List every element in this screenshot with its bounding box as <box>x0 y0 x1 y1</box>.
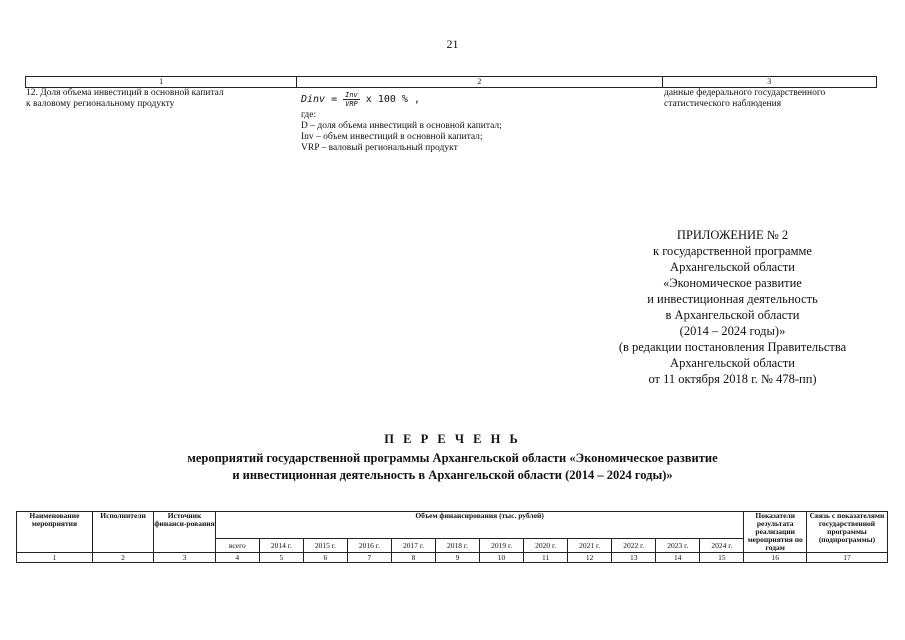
col-financing-volume: Объем финансирования (тыс. рублей) <box>215 512 744 539</box>
appendix-line: (в редакции постановления Правительства <box>618 340 847 354</box>
formula <box>301 88 663 110</box>
col-measure-name: Наименование мероприятия <box>17 512 93 553</box>
column-number: 13 <box>612 553 656 563</box>
indicator-formula-cell <box>297 88 663 154</box>
indicator-table-header <box>25 76 877 88</box>
column-number: 1 <box>17 553 93 563</box>
header-col-3: 3 <box>767 77 772 86</box>
subtitle-line: мероприятий государственной программы Архангельской области «Экономическое развитие <box>187 451 718 465</box>
year-cell: 2018 г. <box>435 539 479 553</box>
column-number: 7 <box>347 553 391 563</box>
year-cell: 2014 г. <box>259 539 303 553</box>
table-number-row <box>17 553 888 563</box>
column-number: 14 <box>656 553 700 563</box>
column-number: 6 <box>303 553 347 563</box>
indicator-table <box>25 76 877 154</box>
appendix-line: от 11 октября 2018 г. № 478-пп) <box>648 372 817 386</box>
formula-lhs: Dinv = <box>301 93 338 105</box>
appendix-line: к государственной программе <box>653 244 812 258</box>
subtitle-line: и инвестиционная деятельность в Архангельской области (2014 – 2024 годы)» <box>232 468 673 482</box>
header-col-1: 1 <box>26 77 297 87</box>
appendix-line: в Архангельской области <box>665 308 800 322</box>
column-number: 8 <box>391 553 435 563</box>
appendix-line: ПРИЛОЖЕНИЕ № 2 <box>676 228 789 242</box>
column-number: 2 <box>92 553 153 563</box>
year-cell: 2022 г. <box>612 539 656 553</box>
column-number: 11 <box>524 553 568 563</box>
header-col-2: 2 <box>297 77 662 87</box>
appendix-line: Архангельской области <box>670 356 795 370</box>
column-number: 16 <box>744 553 806 563</box>
column-number: 9 <box>435 553 479 563</box>
page-number: 21 <box>446 37 459 51</box>
appendix-line: «Экономическое развитие <box>663 276 802 290</box>
column-number: 4 <box>215 553 259 563</box>
col-result-indicators: Показатели результата реализации мероприятия по годам <box>744 512 806 553</box>
column-number: 10 <box>480 553 524 563</box>
formula-fraction <box>343 91 360 108</box>
year-cell: 2017 г. <box>391 539 435 553</box>
formula-rhs: x 100 % , <box>365 93 420 105</box>
indicator-name-line: к валовому региональному продукту <box>26 99 175 109</box>
indicator-name-line: 12. Доля объема инвестиций в основной капитал <box>26 88 224 98</box>
year-cell: 2016 г. <box>347 539 391 553</box>
appendix-line: Архангельской области <box>670 260 795 274</box>
column-number: 3 <box>154 553 215 563</box>
indicator-source <box>663 88 877 154</box>
formula-denominator: VRP <box>345 99 358 108</box>
year-cell: 2015 г. <box>303 539 347 553</box>
column-number: 17 <box>806 553 887 563</box>
document-heading: П Е Р Е Ч Е Н Ь <box>384 432 521 446</box>
formula-numerator: Inv <box>345 90 358 99</box>
source-line: статистического наблюдения <box>664 99 782 109</box>
appendix-line: и инвестиционная деятельность <box>647 292 818 306</box>
appendix-header <box>560 227 905 387</box>
col-financing-source: Источник финанси-рования <box>154 512 215 553</box>
definition-line: D – доля объема инвестиций в основной капитал; <box>301 121 502 131</box>
year-cell: 2023 г. <box>656 539 700 553</box>
appendix-line: (2014 – 2024 годы)» <box>679 324 786 338</box>
column-number: 15 <box>700 553 744 563</box>
document-subtitle <box>0 450 905 484</box>
definition-line: Inv – объем инвестиций в основной капитал; <box>301 132 483 142</box>
definition-line: VRP – валовый региональный продукт <box>301 143 458 153</box>
indicator-name <box>25 88 297 154</box>
year-cell: 2021 г. <box>568 539 612 553</box>
indicator-row <box>25 88 877 154</box>
year-cell: 2019 г. <box>480 539 524 553</box>
definition-line: где: <box>301 110 317 120</box>
column-number: 5 <box>259 553 303 563</box>
source-line: данные федерального государственного <box>664 88 826 98</box>
col-program-link: Связь с показателями государственной программы (подпрограммы) <box>806 512 887 553</box>
year-cell: 2024 г. <box>700 539 744 553</box>
table-header-row <box>17 512 888 539</box>
col-executors: Исполнители <box>92 512 153 553</box>
column-number: 12 <box>568 553 612 563</box>
measures-table <box>16 511 888 563</box>
year-cell: всего <box>215 539 259 553</box>
year-cell: 2020 г. <box>524 539 568 553</box>
